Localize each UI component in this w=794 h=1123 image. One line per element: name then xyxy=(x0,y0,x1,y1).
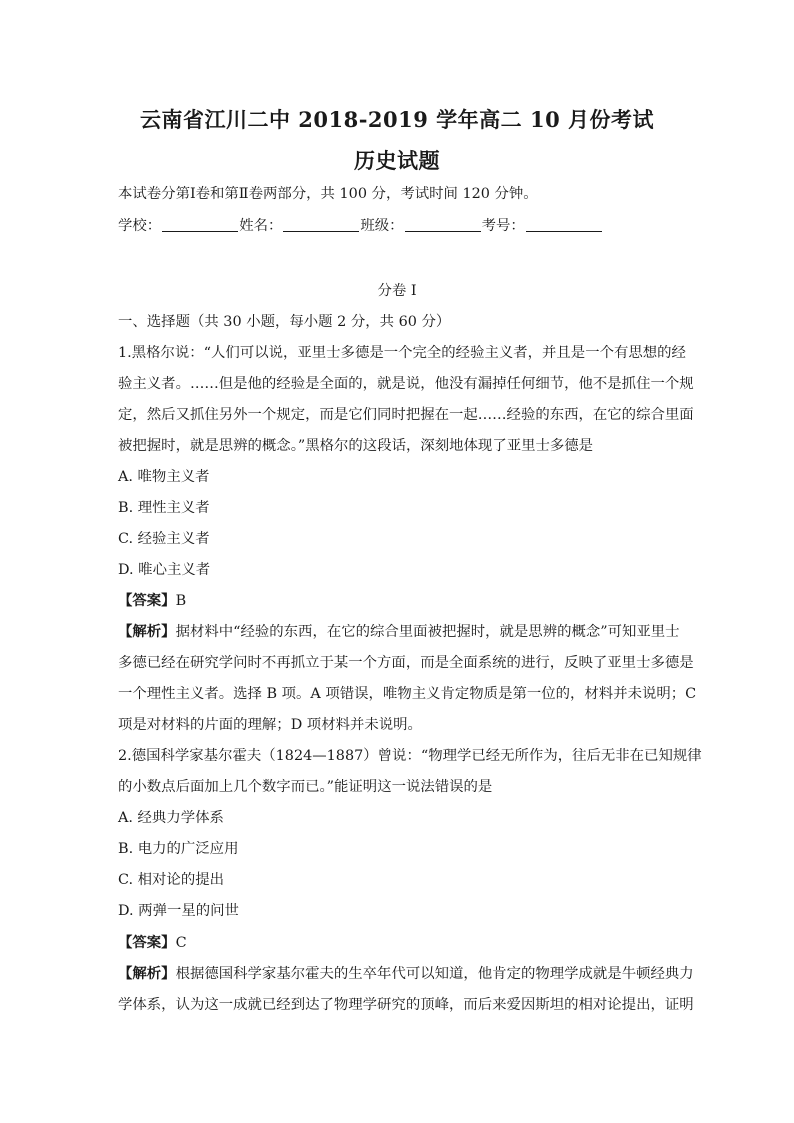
analysis-label: 【解析】 xyxy=(118,623,176,640)
q2-stem-line: 2.德国科学家基尔霍夫（1824—1887）曾说：“物理学已经无所作为，往后无非在已知规律 xyxy=(118,748,702,764)
student-info-fields xyxy=(118,216,686,236)
answer-label: 【答案】 xyxy=(118,934,176,951)
answer-value: B xyxy=(175,593,187,609)
analysis-text: 据材料中“经验的东西，在它的综合里面被把握时，就是思辨的概念”可知亚里士 xyxy=(175,624,680,640)
q2-answer xyxy=(118,933,686,953)
q1-option-a: A. 唯物主义者 xyxy=(118,469,210,485)
q2-option-a: A. 经典力学体系 xyxy=(118,810,224,826)
analysis-text: 根据德国科学家基尔霍夫的生卒年代可以知道，他肯定的物理学成就是牛顿经典力 xyxy=(175,966,694,982)
q1-analysis-line: 一个理性主义者。选择 B 项。A 项错误，唯物主义肯定物质是第一位的，材料并未说明；C xyxy=(118,686,697,702)
analysis-label: 【解析】 xyxy=(118,965,176,982)
q1-option-d: D. 唯心主义者 xyxy=(118,562,211,578)
q2-stem-line: 的小数点后面加上几个数字而已。”能证明这一说法错误的是 xyxy=(118,779,493,795)
q2-analysis-line: 学体系，认为这一成就已经到达了物理学研究的顶峰，而后来爱因斯坦的相对论提出，证明 xyxy=(118,997,694,1013)
q1-stem-line: 定，然后又抓住另外一个规定，而是它们同时把握在一起……经验的东西，在它的综合里面 xyxy=(118,407,694,423)
q1-stem-line: 验主义者。……但是他的经验是全面的，就是说，他没有漏掉任何细节，他不是抓住一个规 xyxy=(118,376,694,392)
q1-option-b: B. 理性主义者 xyxy=(118,500,210,516)
q2-analysis-line xyxy=(118,964,694,984)
q2-option-d: D. 两弹一星的问世 xyxy=(118,903,239,919)
volume-heading: 分卷 I xyxy=(377,283,417,299)
name-blank[interactable] xyxy=(283,217,359,232)
answer-value: C xyxy=(175,935,187,951)
exam-number-blank[interactable] xyxy=(526,217,602,232)
name-label: 姓名： xyxy=(239,218,283,234)
q1-stem-line: 被把握时，就是思辨的概念。”黑格尔的这段话，深刻地体现了亚里士多德是 xyxy=(118,438,594,454)
exam-subtitle: 历史试题 xyxy=(354,148,440,173)
exam-number-label: 考号： xyxy=(481,218,525,234)
exam-intro: 本试卷分第Ⅰ卷和第Ⅱ卷两部分，共 100 分，考试时间 120 分钟。 xyxy=(118,186,538,202)
q1-analysis-line: 项是对材料的片面的理解；D 项材料并未说明。 xyxy=(118,717,422,733)
exam-title: 云南省江川二中 2018-2019 学年高二 10 月份考试 xyxy=(139,107,655,132)
q1-analysis-line: 多德已经在研究学问时不再抓立于某一个方面，而是全面系统的进行，反映了亚里士多德是 xyxy=(118,655,694,671)
q1-stem-line: 1.黑格尔说：“人们可以说，亚里士多德是一个完全的经验主义者，并且是一个有思想的经 xyxy=(118,345,686,361)
school-blank[interactable] xyxy=(162,217,238,232)
answer-label: 【答案】 xyxy=(118,592,176,609)
school-label: 学校： xyxy=(118,218,162,234)
part-title: 一、选择题（共 30 小题，每小题 2 分，共 60 分） xyxy=(118,314,451,330)
q2-option-b: B. 电力的广泛应用 xyxy=(118,841,239,857)
q1-option-c: C. 经验主义者 xyxy=(118,531,210,547)
class-blank[interactable] xyxy=(405,217,481,232)
q1-analysis-line xyxy=(118,622,686,642)
q1-answer xyxy=(118,591,686,611)
q2-option-c: C. 相对论的提出 xyxy=(118,872,224,888)
class-label: 班级： xyxy=(360,218,404,234)
